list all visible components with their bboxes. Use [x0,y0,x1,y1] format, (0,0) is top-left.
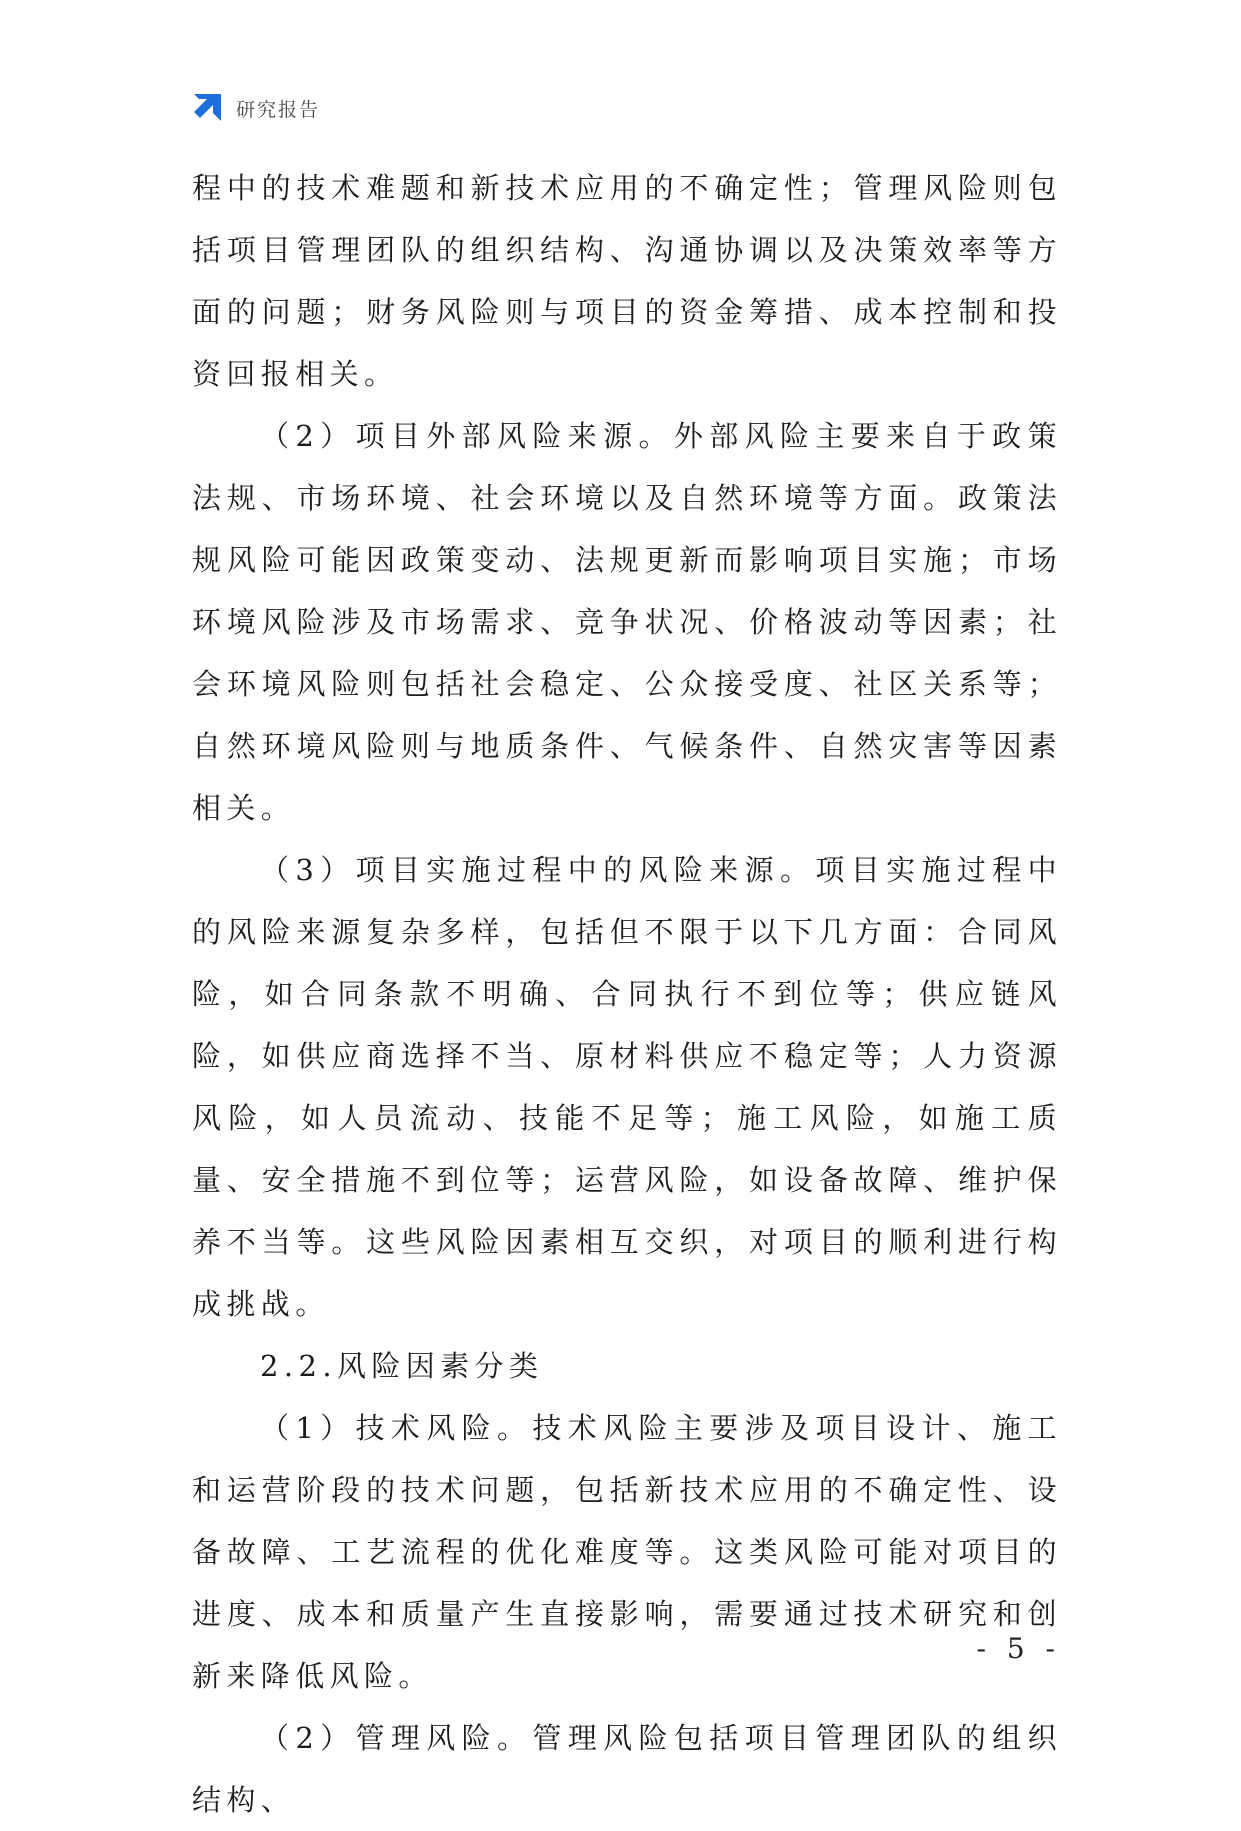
paragraph-implementation-risk: （3）项目实施过程中的风险来源。项目实施过程中的风险来源复杂多样，包括但不限于以下几方面：合同风险，如合同条款不明确、合同执行不到位等；供应链风险，如供应商选择不当、原材料供应不稳定等；人力资源风险，如人员流动、技能不足等；施工风险，如施工质量、安全措施不到位等；运营风险，如设备故障、维护保养不当等。这些风险因素相互交织，对项目的顺利进行构成挑战。 [192,853,1062,1321]
paragraph-technical-risk: （1）技术风险。技术风险主要涉及项目设计、施工和运营阶段的技术问题，包括新技术应用的不确定性、设备故障、工艺流程的优化难度等。这类风险可能对项目的进度、成本和质量产生直接影响，需要通过技术研究和创新来降低风险。 [192,1411,1062,1693]
paragraph-continuation: 程中的技术难题和新技术应用的不确定性；管理风险则包括项目管理团队的组织结构、沟通协调以及决策效率等方面的问题；财务风险则与项目的资金筹措、成本控制和投资回报相关。 [192,171,1062,391]
arrow-logo-icon [190,91,224,125]
paragraph-management-risk: （2）管理风险。管理风险包括项目管理团队的组织结构、 [192,1721,1062,1817]
header-title: 研究报告 [236,98,321,121]
page-header [190,90,320,126]
page-number: - 5 - [976,1632,1061,1665]
document-body [192,157,1062,1831]
section-heading: 2.2.风险因素分类 [260,1349,544,1383]
paragraph-external-risk: （2）项目外部风险来源。外部风险主要来自于政策法规、市场环境、社会环境以及自然环境等方面。政策法规风险可能因政策变动、法规更新而影响项目实施；市场环境风险涉及市场需求、竞争状况、价格波动等因素；社会环境风险则包括社会稳定、公众接受度、社区关系等；自然环境风险则与地质条件、气候条件、自然灾害等因素相关。 [192,419,1062,825]
